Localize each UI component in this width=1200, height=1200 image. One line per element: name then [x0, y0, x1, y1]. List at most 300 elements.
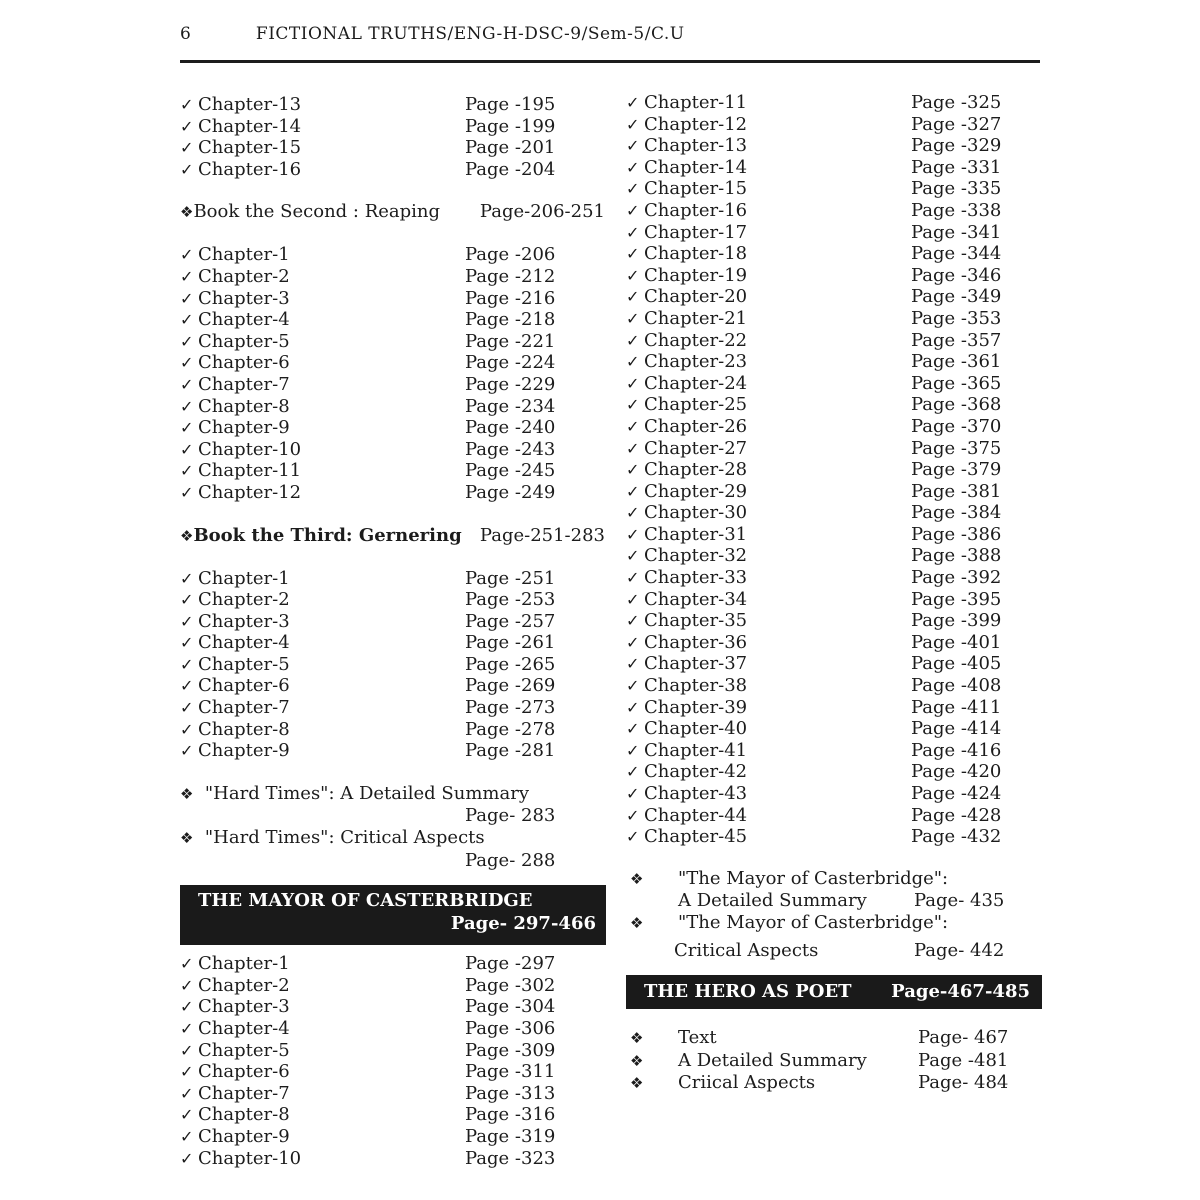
chapter-page: Page -401 [911, 631, 1002, 653]
book-third-pages: Page-251-283 [479, 524, 605, 546]
chapter-title: Chapter-30 [644, 502, 748, 524]
chapter-page: Page -381 [911, 480, 1002, 502]
hero-banner-pages: Page-467-485 [891, 981, 1030, 1003]
chapter-page: Page -384 [911, 502, 1002, 524]
book-the-third-heading [180, 525, 605, 547]
chapter-page: Page -218 [465, 309, 556, 331]
chapter-title: Chapter-15 [198, 137, 302, 159]
chapter-label [626, 243, 911, 265]
chapter-row [626, 589, 1046, 611]
chapter-row [626, 567, 1046, 589]
mayor-section-banner [180, 885, 606, 945]
chapter-title: Chapter-21 [644, 307, 748, 329]
header-rule [180, 60, 1040, 63]
chapter-label [626, 567, 911, 589]
chapter-title: Chapter-31 [644, 523, 748, 545]
chapter-title: Chapter-9 [198, 1125, 290, 1147]
chapter-row [180, 374, 605, 396]
chapter-page: Page -428 [911, 804, 1002, 826]
checkmark-icon: ✓ [180, 439, 194, 459]
chapter-label [180, 568, 465, 590]
chapter-title: Chapter-18 [644, 243, 748, 265]
chapter-page: Page -240 [465, 417, 556, 439]
chapter-title: Chapter-41 [644, 739, 748, 761]
chapter-page: Page -249 [465, 481, 556, 503]
chapter-row [626, 545, 1046, 567]
checkmark-icon: ✓ [626, 222, 640, 242]
chapter-row [180, 568, 605, 590]
chapter-page: Page -411 [911, 696, 1002, 718]
chapter-label [180, 244, 465, 266]
chapter-title: Chapter-11 [198, 460, 302, 482]
chapter-label [626, 675, 911, 697]
chapter-label [626, 632, 911, 654]
chapter-title: Chapter-1 [198, 953, 290, 975]
hard-times-summary-page: Page- 283 [465, 805, 556, 827]
mayor-critical-label: Critical Aspects [674, 939, 819, 961]
hero-item-page: Page- 467 [918, 1027, 1009, 1049]
chapter-row [180, 719, 605, 741]
chapter-row [626, 351, 1046, 373]
chapter-title: Chapter-2 [198, 265, 290, 287]
checkmark-icon: ✓ [180, 95, 194, 114]
chapter-row [180, 740, 605, 762]
checkmark-icon: ✓ [626, 330, 640, 350]
chapter-title: Chapter-14 [644, 156, 748, 178]
diamond-bullet-icon: ❖ [630, 913, 644, 932]
chapter-row [180, 697, 605, 719]
chapter-label [626, 373, 911, 395]
chapter-title: Chapter-43 [644, 783, 748, 804]
chapter-title: Chapter-34 [644, 588, 748, 610]
chapter-label [180, 1148, 465, 1170]
chapter-label [626, 200, 911, 222]
chapter-page: Page -370 [911, 415, 1002, 437]
chapter-page: Page -243 [465, 438, 556, 460]
chapter-title: Chapter-5 [198, 330, 290, 352]
chapter-label [626, 524, 911, 546]
checkmark-icon: ✓ [626, 308, 640, 328]
chapter-label [626, 222, 911, 244]
mayor-summary-line3: "The Mayor of Casterbridge": [678, 911, 949, 933]
chapter-title: Chapter-4 [198, 632, 290, 654]
running-header [180, 24, 1040, 44]
chapter-label [626, 394, 911, 416]
chapter-page: Page -269 [465, 675, 556, 697]
chapter-row [626, 157, 1046, 179]
chapter-row [626, 805, 1046, 827]
chapter-page: Page -432 [911, 826, 1002, 848]
chapter-label [626, 481, 911, 503]
chapter-title: Chapter-17 [644, 221, 748, 243]
chapter-title: Chapter-19 [644, 264, 748, 286]
mayor-critical-page: Page- 442 [914, 939, 1005, 961]
checkmark-icon: ✓ [626, 481, 640, 501]
chapter-page: Page -319 [465, 1125, 556, 1147]
checkmark-icon: ✓ [626, 244, 640, 264]
chapter-page: Page -388 [911, 545, 1002, 567]
chapter-row [180, 288, 605, 310]
chapter-title: Chapter-7 [198, 1082, 290, 1104]
checkmark-icon: ✓ [180, 245, 194, 265]
chapter-title: Chapter-9 [198, 740, 290, 762]
chapter-page: Page -273 [465, 697, 556, 719]
chapter-title: Chapter-12 [644, 113, 748, 135]
chapter-page: Page -405 [911, 653, 1002, 675]
diamond-bullet-icon: ❖ [630, 1074, 644, 1093]
chapter-row [180, 460, 605, 482]
chapter-page: Page -234 [465, 395, 556, 417]
checkmark-icon: ✓ [180, 266, 194, 286]
checkmark-icon: ✓ [180, 954, 194, 974]
checkmark-icon: ✓ [626, 416, 640, 436]
chapter-label [626, 783, 911, 805]
hero-entries [626, 1027, 1046, 1095]
chapter-page: Page -195 [465, 94, 556, 115]
chapter-row [626, 459, 1046, 481]
chapter-page: Page -311 [465, 1061, 556, 1083]
chapter-title: Chapter-14 [198, 115, 302, 137]
chapter-label [626, 416, 911, 438]
chapter-title: Chapter-39 [644, 696, 748, 718]
chapter-row [180, 1148, 605, 1170]
chapter-page: Page -309 [465, 1039, 556, 1061]
chapter-label [180, 1018, 465, 1040]
hard-times-summary-label: "Hard Times": A Detailed Summary [204, 782, 529, 804]
chapter-row [180, 309, 605, 331]
checkmark-icon: ✓ [180, 482, 194, 502]
mayor-chapters-left [180, 953, 605, 1169]
chapter-row [626, 632, 1046, 654]
checkmark-icon: ✓ [180, 997, 194, 1017]
chapter-title: Chapter-5 [198, 653, 290, 675]
checkmark-icon: ✓ [626, 265, 640, 285]
chapter-label [180, 439, 465, 461]
chapter-page: Page -414 [911, 718, 1002, 740]
chapter-row [626, 697, 1046, 719]
checkmark-icon: ✓ [626, 611, 640, 631]
checkmark-icon: ✓ [180, 310, 194, 330]
chapter-label [180, 396, 465, 418]
chapter-title: Chapter-32 [644, 545, 748, 567]
chapter-page: Page -338 [911, 199, 1002, 221]
checkmark-icon: ✓ [626, 287, 640, 307]
chapter-label [180, 953, 465, 975]
chapter-title: Chapter-3 [198, 610, 290, 632]
checkmark-icon: ✓ [180, 418, 194, 438]
chapter-row [626, 308, 1046, 330]
chapter-label [180, 374, 465, 396]
checkmark-icon: ✓ [180, 1105, 194, 1125]
checkmark-icon: ✓ [626, 460, 640, 480]
chapter-label [180, 740, 465, 762]
diamond-bullet-icon: ❖ [180, 203, 194, 222]
chapter-label [180, 996, 465, 1018]
page-number: 6 [180, 24, 192, 44]
chapter-row [180, 675, 605, 697]
chapter-page: Page -229 [465, 373, 556, 395]
checkmark-icon: ✓ [180, 568, 194, 588]
chapter-page: Page -278 [465, 718, 556, 740]
checkmark-icon: ✓ [180, 633, 194, 653]
chapter-row [626, 481, 1046, 503]
checkmark-icon: ✓ [626, 157, 640, 177]
chapter-title: Chapter-5 [198, 1039, 290, 1061]
chapter-row [626, 243, 1046, 265]
chapter-row [626, 265, 1046, 287]
chapter-row [180, 439, 605, 461]
chapter-title: Chapter-16 [198, 158, 302, 180]
chapter-page: Page -261 [465, 632, 556, 654]
chapter-row [626, 286, 1046, 308]
chapter-title: Chapter-29 [644, 480, 748, 502]
chapter-title: Chapter-24 [644, 372, 748, 394]
chapter-label [180, 116, 465, 138]
chapter-page: Page -335 [911, 178, 1002, 200]
chapter-title: Chapter-25 [644, 394, 748, 416]
checkmark-icon: ✓ [626, 524, 640, 544]
chapter-label [626, 114, 911, 136]
chapter-label [626, 330, 911, 352]
mayor-chapters-right [626, 92, 1046, 848]
chapter-page: Page -212 [465, 265, 556, 287]
checkmark-icon: ✓ [626, 805, 640, 825]
checkmark-icon: ✓ [180, 1040, 194, 1060]
chapter-title: Chapter-6 [198, 352, 290, 374]
book-the-second-chapters [180, 244, 605, 503]
checkmark-icon: ✓ [626, 568, 640, 588]
chapter-page: Page -323 [465, 1147, 556, 1169]
chapter-label [180, 975, 465, 997]
chapter-title: Chapter-9 [198, 417, 290, 439]
checkmark-icon: ✓ [180, 353, 194, 373]
left-column [180, 94, 605, 1169]
chapter-row [626, 222, 1046, 244]
chapter-title: Chapter-1 [198, 244, 290, 266]
chapter-row [180, 244, 605, 266]
checkmark-icon: ✓ [180, 1126, 194, 1146]
chapter-page: Page -361 [911, 351, 1002, 373]
chapter-page: Page -416 [911, 739, 1002, 761]
checkmark-icon: ✓ [180, 1062, 194, 1082]
chapter-title: Chapter-6 [198, 1061, 290, 1083]
chapter-label [180, 482, 465, 504]
checkmark-icon: ✓ [626, 114, 640, 134]
hero-item-page: Page- 484 [918, 1072, 1009, 1094]
chapter-label [626, 308, 911, 330]
chapter-label [626, 459, 911, 481]
chapter-page: Page -216 [465, 287, 556, 309]
chapter-label [180, 309, 465, 331]
chapter-title: Chapter-2 [198, 589, 290, 611]
hard-times-critical-label: "Hard Times": Critical Aspects [204, 827, 485, 849]
chapter-title: Chapter-8 [198, 395, 290, 417]
chapter-label [626, 697, 911, 719]
chapter-row [626, 394, 1046, 416]
chapter-row [180, 266, 605, 288]
book-second-label: Book the Second : Reaping [193, 201, 441, 223]
chapter-row [180, 482, 605, 504]
chapter-title: Chapter-23 [644, 351, 748, 373]
chapter-row [626, 114, 1046, 136]
chapter-row [626, 524, 1046, 546]
checkmark-icon: ✓ [626, 200, 640, 220]
chapter-title: Chapter-33 [644, 567, 748, 589]
chapter-title: Chapter-42 [644, 761, 748, 783]
hard-times-summary-entries [180, 783, 605, 871]
chapter-label [626, 610, 911, 632]
chapter-label [626, 545, 911, 567]
chapter-title: Chapter-3 [198, 996, 290, 1018]
chapter-page: Page -399 [911, 610, 1002, 632]
chapter-page: Page -344 [911, 243, 1002, 265]
chapter-page: Page -221 [465, 330, 556, 352]
right-column [626, 92, 1046, 1095]
chapter-row [180, 654, 605, 676]
chapter-row [626, 783, 1046, 805]
checkmark-icon: ✓ [180, 116, 194, 136]
chapter-page: Page -420 [911, 761, 1002, 783]
chapter-row [626, 330, 1046, 352]
book-third-label: Book the Third: Gernering [193, 524, 462, 546]
diamond-bullet-icon: ❖ [630, 1029, 644, 1048]
chapter-label [626, 438, 911, 460]
chapter-label [180, 1083, 465, 1105]
chapter-row [180, 632, 605, 654]
chapter-label [626, 178, 911, 200]
chapter-label [180, 1040, 465, 1062]
diamond-bullet-icon: ❖ [630, 869, 644, 888]
chapter-page: Page -357 [911, 329, 1002, 351]
checkmark-icon: ✓ [626, 546, 640, 566]
chapter-label [180, 137, 465, 159]
checkmark-icon: ✓ [180, 1148, 194, 1168]
hero-item-label: A Detailed Summary [678, 1049, 867, 1071]
chapter-title: Chapter-15 [644, 178, 748, 200]
chapter-label [626, 135, 911, 157]
chapter-page: Page -313 [465, 1082, 556, 1104]
chapter-label [180, 654, 465, 676]
chapter-label [626, 761, 911, 783]
checkmark-icon: ✓ [180, 741, 194, 761]
chapter-title: Chapter-20 [644, 286, 748, 308]
chapter-row [626, 740, 1046, 762]
chapter-label [180, 697, 465, 719]
checkmark-icon: ✓ [626, 632, 640, 652]
chapter-label [626, 805, 911, 827]
checkmark-icon: ✓ [180, 138, 194, 158]
chapter-page: Page -251 [465, 567, 556, 589]
checkmark-icon: ✓ [626, 784, 640, 803]
chapter-title: Chapter-44 [644, 804, 748, 826]
chapter-title: Chapter-4 [198, 309, 290, 331]
chapter-page: Page -424 [911, 783, 1002, 804]
checkmark-icon: ✓ [180, 374, 194, 394]
chapter-row [180, 159, 605, 181]
chapter-title: Chapter-7 [198, 697, 290, 719]
chapter-row [626, 675, 1046, 697]
checkmark-icon: ✓ [626, 352, 640, 372]
checkmark-icon: ✓ [180, 1019, 194, 1038]
chapter-title: Chapter-4 [198, 1018, 290, 1039]
chapter-row [180, 116, 605, 138]
chapter-label [180, 266, 465, 288]
chapter-page: Page -224 [465, 352, 556, 374]
chapter-title: Chapter-38 [644, 675, 748, 697]
chapter-title: Chapter-27 [644, 437, 748, 459]
chapter-title: Chapter-45 [644, 826, 748, 848]
mayor-summary-page: Page- 435 [914, 890, 1005, 912]
chapter-title: Chapter-12 [198, 481, 302, 503]
chapter-page: Page -302 [465, 974, 556, 996]
chapter-label [180, 719, 465, 741]
hard-times-book-first-tail [180, 94, 605, 180]
book-second-pages: Page-206-251 [479, 201, 605, 223]
checkmark-icon: ✓ [180, 1083, 194, 1103]
chapter-row [626, 200, 1046, 222]
chapter-title: Chapter-2 [198, 974, 290, 996]
chapter-title: Chapter-13 [644, 135, 748, 157]
checkmark-icon: ✓ [626, 373, 640, 393]
chapter-row [180, 611, 605, 633]
checkmark-icon: ✓ [180, 654, 194, 674]
header-title: FICTIONAL TRUTHS/ENG-H-DSC-9/Sem-5/C.U [255, 24, 685, 44]
chapter-row [626, 826, 1046, 848]
chapter-row [180, 331, 605, 353]
checkmark-icon: ✓ [180, 331, 194, 351]
checkmark-icon: ✓ [180, 288, 194, 308]
chapter-row [180, 1040, 605, 1062]
chapter-title: Chapter-22 [644, 329, 748, 351]
chapter-label [180, 417, 465, 439]
chapter-label [180, 288, 465, 310]
checkmark-icon: ✓ [626, 654, 640, 674]
checkmark-icon: ✓ [626, 719, 640, 739]
chapter-title: Chapter-8 [198, 718, 290, 740]
chapter-row [626, 653, 1046, 675]
chapter-page: Page -257 [465, 610, 556, 632]
checkmark-icon: ✓ [626, 827, 640, 847]
chapter-title: Chapter-10 [198, 438, 302, 460]
chapter-row [626, 178, 1046, 200]
chapter-title: Chapter-36 [644, 631, 748, 653]
mayor-summary-entries [626, 868, 1046, 961]
chapter-page: Page -206 [465, 244, 556, 266]
chapter-title: Chapter-6 [198, 675, 290, 697]
hero-item-row [626, 1050, 1046, 1073]
chapter-label [626, 92, 911, 114]
chapter-row [180, 1126, 605, 1148]
checkmark-icon: ✓ [180, 159, 194, 179]
chapter-title: Chapter-28 [644, 459, 748, 481]
checkmark-icon: ✓ [180, 611, 194, 631]
chapter-row [180, 1061, 605, 1083]
chapter-page: Page -346 [911, 264, 1002, 286]
chapter-title: Chapter-1 [198, 567, 290, 589]
chapter-title: Chapter-13 [198, 94, 302, 115]
chapter-page: Page -365 [911, 372, 1002, 394]
chapter-page: Page -392 [911, 567, 1002, 589]
chapter-row [180, 996, 605, 1018]
chapter-row [180, 417, 605, 439]
checkmark-icon: ✓ [180, 590, 194, 610]
chapter-title: Chapter-7 [198, 373, 290, 395]
chapter-page: Page -349 [911, 286, 1002, 308]
chapter-title: Chapter-10 [198, 1147, 302, 1169]
chapter-page: Page -297 [465, 953, 556, 975]
chapter-row [180, 975, 605, 997]
chapter-row [180, 589, 605, 611]
